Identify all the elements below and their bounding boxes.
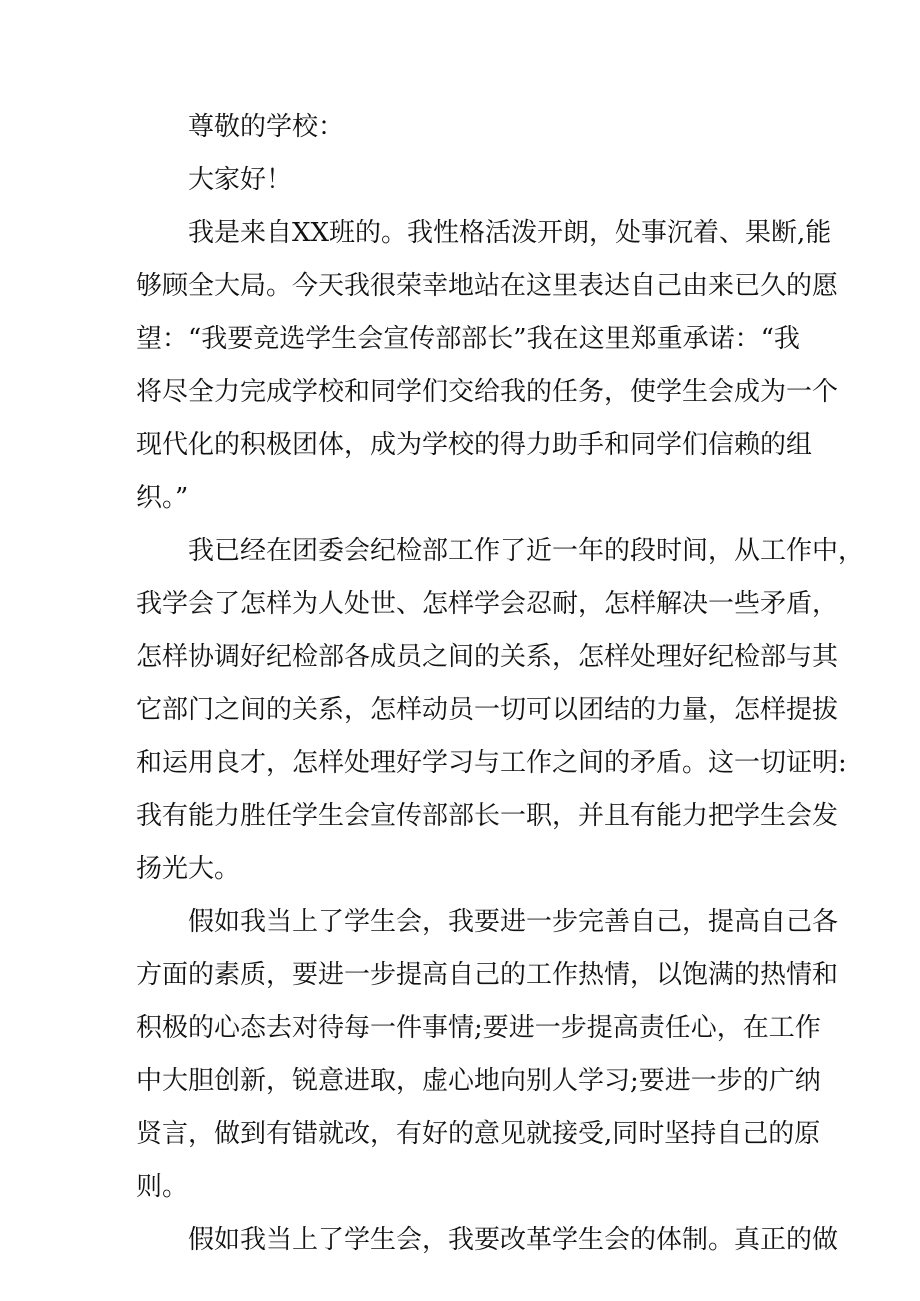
paragraph-2-line-7: 扬光大。 <box>136 854 241 884</box>
paragraph-1-line-1: 我是来自XX班的。我性格活泼开朗，处事沉着、果断,能 <box>188 218 832 248</box>
paragraph-3-line-3: 积极的心态去对待每一件事情;要进一步提高责任心，在工作 <box>136 1013 821 1043</box>
paragraph-3-line-5: 贤言，做到有错就改，有好的意见就接受,同时坚持自己的原 <box>136 1119 821 1149</box>
salutation-line: 尊敬的学校： <box>188 112 345 142</box>
paragraph-1-line-6: 织。” <box>136 483 189 513</box>
paragraph-2-line-4: 它部门之间的关系，怎样动员一切可以团结的力量，怎样提拔 <box>136 695 839 725</box>
paragraph-2-line-2: 我学会了怎样为人处世、怎样学会忍耐，怎样解决一些矛盾， <box>136 589 839 619</box>
paragraph-3-line-4: 中大胆创新，锐意进取，虚心地向别人学习;要进一步的广纳 <box>136 1066 821 1096</box>
paragraph-4-line-1: 假如我当上了学生会，我要改革学生会的体制。真正的做 <box>188 1225 839 1255</box>
paragraph-1-line-4: 将尽全力完成学校和同学们交给我的任务，使学生会成为一个 <box>136 377 839 407</box>
paragraph-3-line-6: 则。 <box>136 1172 189 1202</box>
paragraph-2-line-6: 我有能力胜任学生会宣传部部长一职，并且有能力把学生会发 <box>136 801 839 831</box>
paragraph-1-line-2: 够顾全大局。今天我很荣幸地站在这里表达自己由来已久的愿 <box>136 271 839 301</box>
paragraph-2-line-3: 怎样协调好纪检部各成员之间的关系，怎样处理好纪检部与其 <box>136 642 839 672</box>
paragraph-1-line-5: 现代化的积极团体，成为学校的得力助手和同学们信赖的组 <box>136 430 813 460</box>
paragraph-3-line-1: 假如我当上了学生会，我要进一步完善自己，提高自己各 <box>188 907 839 937</box>
paragraph-2-line-5: 和运用良才，怎样处理好学习与工作之间的矛盾。这一切证明: <box>136 748 847 778</box>
paragraph-2-line-1: 我已经在团委会纪检部工作了近一年的段时间，从工作中， <box>188 536 865 566</box>
greeting-line: 大家好！ <box>188 165 293 195</box>
paragraph-3-line-2: 方面的素质，要进一步提高自己的工作热情，以饱满的热情和 <box>136 960 839 990</box>
paragraph-1-line-3: 望：“我要竞选学生会宣传部部长”我在这里郑重承诺：“我 <box>136 324 800 354</box>
